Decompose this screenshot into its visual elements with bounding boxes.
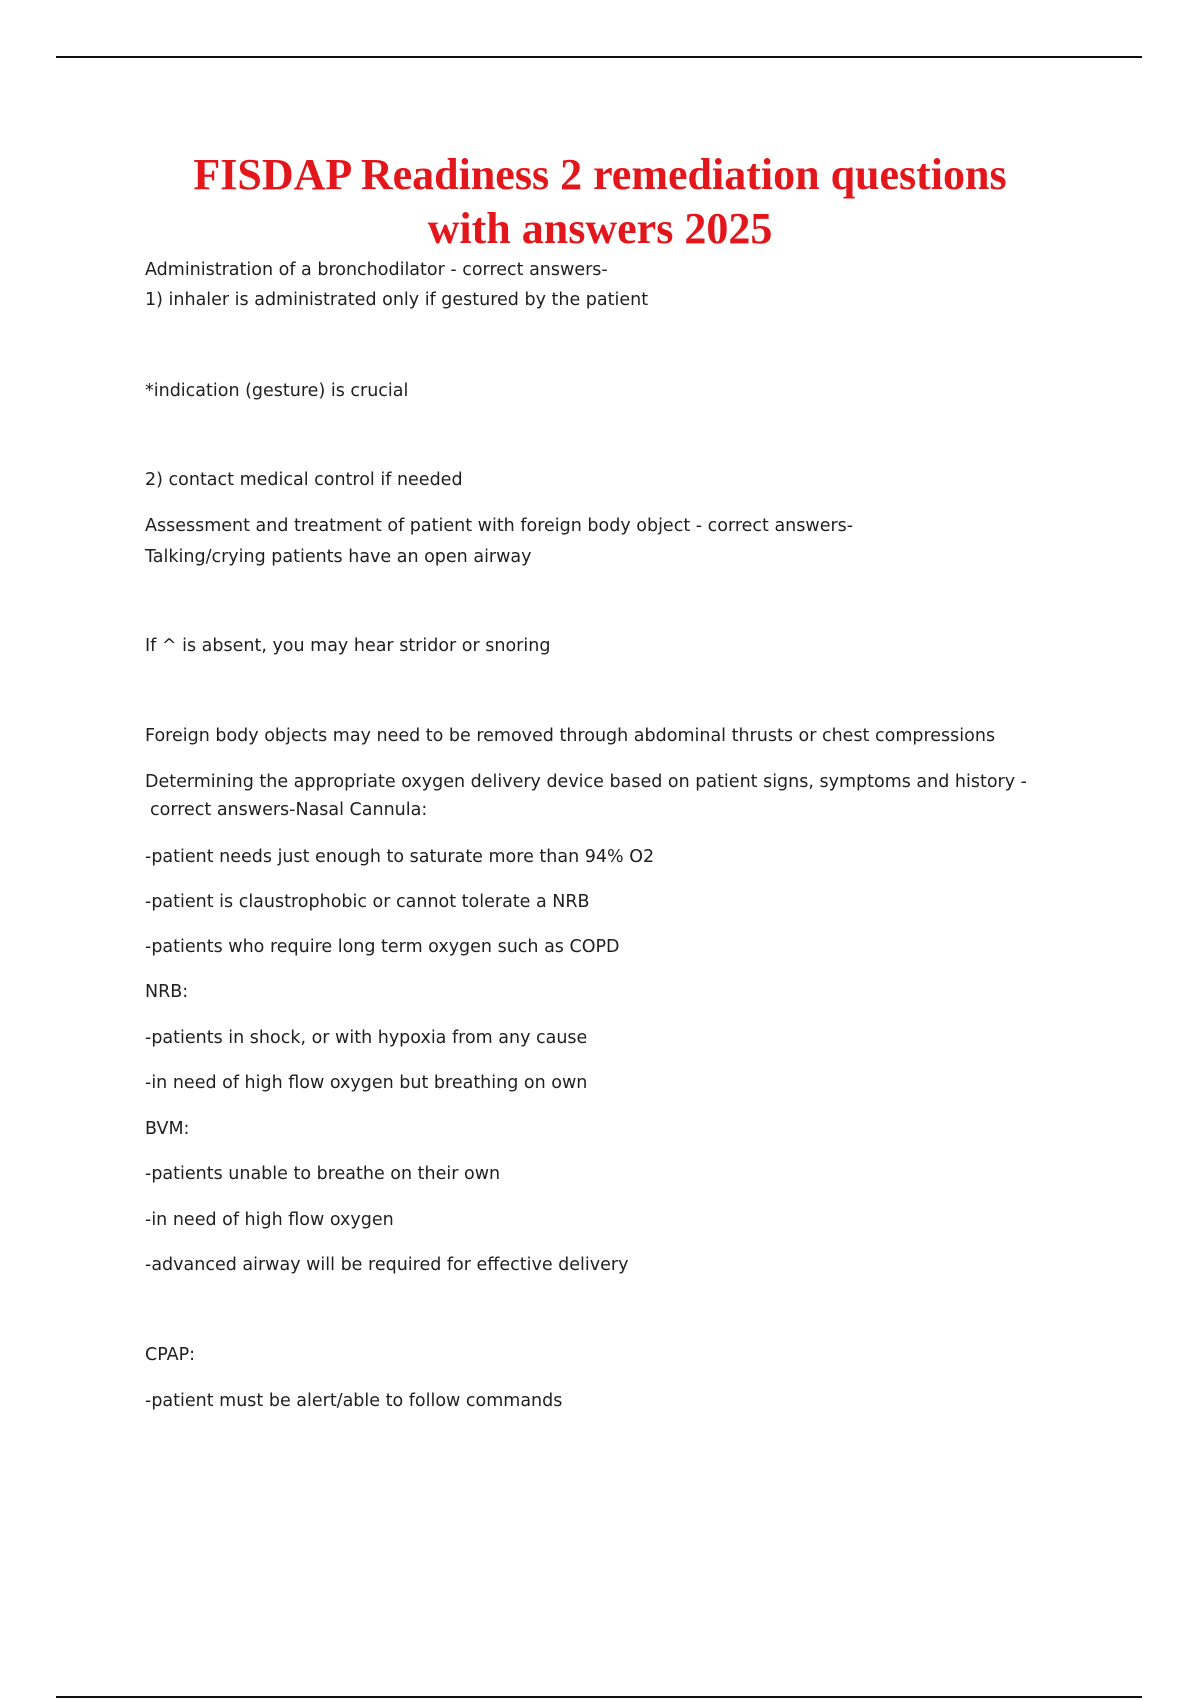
title-line-2: with answers 2025 <box>427 204 773 253</box>
answer-line: Foreign body objects may need to be removed through abdominal thrusts or chest compressions <box>145 726 996 746</box>
answer-line: 1) inhaler is administrated only if gestured by the patient <box>145 290 649 310</box>
section-label-cpap: CPAP: <box>145 1345 196 1365</box>
answer-line: -patients in shock, or with hypoxia from any cause <box>145 1028 588 1048</box>
answer-line: correct answers-Nasal Cannula: <box>150 800 428 820</box>
bottom-rule <box>56 1696 1142 1698</box>
document-body <box>145 0 1085 1700</box>
answer-line: -patient is claustrophobic or cannot tolerate a NRB <box>145 892 590 912</box>
answer-line: *indication (gesture) is crucial <box>145 381 409 401</box>
answer-line: If ^ is absent, you may hear stridor or snoring <box>145 636 551 656</box>
answer-line: -patient needs just enough to saturate more than 94% O2 <box>145 847 655 867</box>
answer-line: 2) contact medical control if needed <box>145 470 463 490</box>
section-label-bvm: BVM: <box>145 1119 190 1139</box>
answer-line: -in need of high flow oxygen <box>145 1210 394 1230</box>
answer-line: Talking/crying patients have an open airway <box>145 547 532 567</box>
answer-line: -patient must be alert/able to follow commands <box>145 1391 563 1411</box>
question-foreign-body: Assessment and treatment of patient with foreign body object - correct answers- <box>145 516 854 536</box>
question-oxygen-device: Determining the appropriate oxygen delivery device based on patient signs, symptoms and history - <box>145 772 1027 792</box>
answer-line: -patients who require long term oxygen such as COPD <box>145 937 620 957</box>
answer-line: -patients unable to breathe on their own <box>145 1164 501 1184</box>
answer-line: -in need of high flow oxygen but breathing on own <box>145 1073 588 1093</box>
title-line-1: FISDAP Readiness 2 remediation questions <box>193 150 1007 199</box>
section-label-nrb: NRB: <box>145 982 189 1002</box>
answer-line: -advanced airway will be required for effective delivery <box>145 1255 629 1275</box>
question-bronchodilator: Administration of a bronchodilator - correct answers- <box>145 260 608 280</box>
